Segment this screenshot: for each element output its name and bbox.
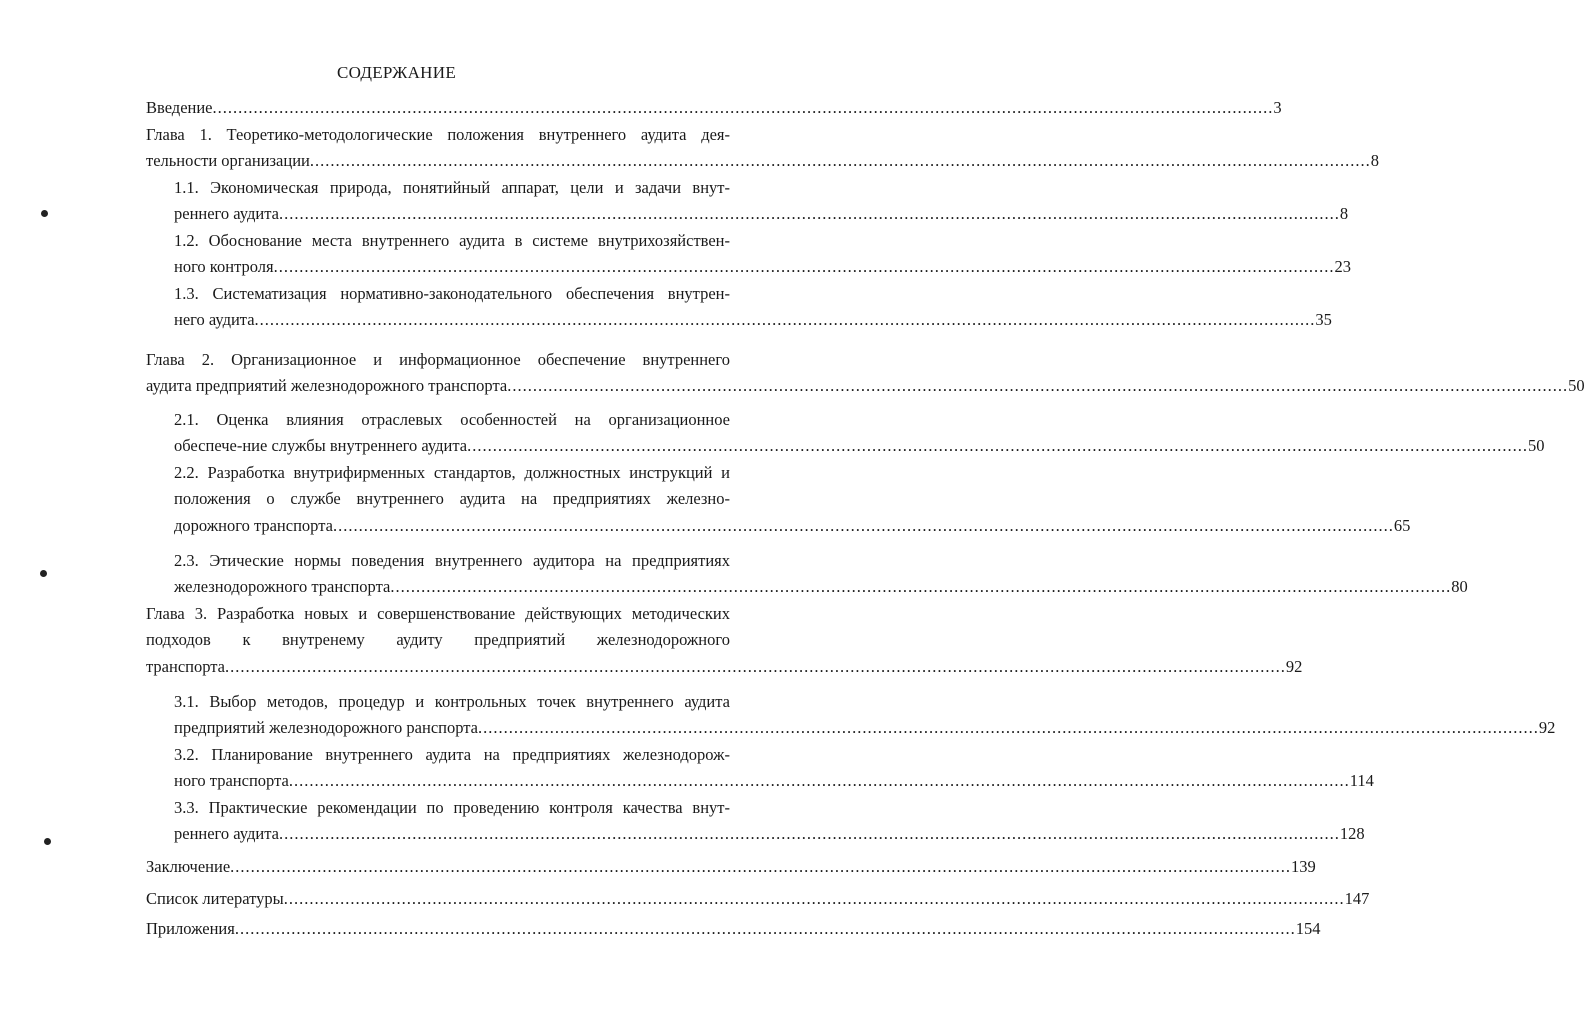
toc-entry-line: 3.3. Практические рекомендации по проведению контроля качества внут- [174,797,730,817]
leader-dots [230,857,1291,876]
toc-entry-title: обеспече-ние службы внутреннего аудита [174,436,468,455]
page-number: 80 [1451,577,1468,596]
page-number: 8 [1370,151,1379,170]
toc-entry-line: подходов к внутренему аудиту предприятий железнодорожного [146,630,730,649]
page-title: СОДЕРЖАНИЕ [336,63,457,82]
leader-dots [255,310,1316,329]
toc-entry-last-line [174,201,1349,228]
toc-entry-title: Введение [146,98,213,117]
toc-entry-title: предприятий железнодорожного ранспорта [174,718,478,737]
toc-entry-title: него аудита [174,310,255,329]
toc-entry-conclusion[interactable] [146,854,1316,881]
toc-entry-section-2-1[interactable] [174,407,1545,460]
scan-mark [44,838,51,845]
toc-entry-appendices[interactable] [146,916,1321,943]
toc-entry-title: реннего аудита [174,204,279,223]
toc-entry-line: 2.1. Оценка влияния отраслевых особенностей на организационное [174,409,730,429]
toc-entry-title: Список литературы [146,888,284,908]
toc-entry-title: дорожного транспорта [174,515,333,535]
page-number: 114 [1349,771,1374,790]
toc-entry-line: 1.3. Систематизация нормативно-законодательного обеспечения внутрен- [174,283,730,303]
leader-dots [235,919,1296,938]
toc-entry-section-3-2[interactable] [174,742,1374,795]
page-number: 154 [1295,918,1321,938]
toc-entry-last-line [146,95,1282,122]
toc-entry-line: Глава 3. Разработка новых и совершенствование действующих методических [146,603,730,623]
toc-entry-last-line [174,715,1556,742]
toc-entry-last-line [174,574,1468,601]
toc-entry-line: 1.1. Экономическая природа, понятийный аппарат, цели и задачи внут- [174,177,730,197]
toc-entry-introduction[interactable] [146,95,1282,122]
toc-entry-last-line [174,254,1351,281]
leader-dots [289,771,1350,790]
toc-entry-line: 3.1. Выбор методов, процедур и контрольных точек внутреннего аудита [174,691,730,711]
page-number: 139 [1291,856,1316,876]
page-number: 65 [1393,515,1411,535]
leader-dots [507,376,1568,395]
toc-entry-section-2-3[interactable] [174,548,1468,601]
toc-entry-last-line [174,768,1374,795]
toc-entry-bibliography[interactable] [146,886,1370,913]
toc-entry-title: ного транспорта [174,771,289,790]
page-number: 8 [1339,204,1349,223]
toc-entry-title: Заключение [146,856,231,876]
leader-dots [279,824,1340,843]
toc-entry-last-line [174,433,1545,460]
leader-dots [284,889,1345,908]
toc-entry-title: Приложения [146,918,235,938]
toc-entry-last-line [146,886,1370,913]
toc-entry-last-line [146,654,1303,681]
leader-dots [225,657,1286,676]
toc-entry-title: тельности организации [146,151,310,170]
page-number: 50 [1568,376,1585,395]
toc-entry-last-line [146,148,1379,175]
toc-entry-title: железнодорожного транспорта [174,577,391,596]
page-number: 92 [1538,718,1556,737]
page-number: 23 [1334,257,1351,276]
leader-dots [310,151,1371,170]
leader-dots [467,436,1528,455]
scan-mark [41,210,48,217]
toc-entry-section-3-3[interactable] [174,795,1365,848]
page-number: 128 [1339,824,1365,843]
toc-entry-last-line [174,307,1332,334]
toc-entry-line: 2.2. Разработка внутрифирменных стандартов, должностных инструкций и [174,462,730,482]
toc-entry-last-line [146,916,1321,943]
toc-entry-title: ного контроля [174,257,274,276]
toc-entry-section-3-1[interactable] [174,689,1556,742]
toc-entry-title: транспорта [146,656,225,676]
leader-dots [213,98,1274,117]
page-number: 35 [1315,310,1332,329]
toc-entry-last-line [146,854,1316,881]
toc-entry-title: аудита предприятий железнодорожного транспорта [146,376,508,395]
page-number: 50 [1527,436,1545,455]
toc-entry-line: Глава 1. Теоретико-методологические положения внутреннего аудита дея- [146,124,730,144]
toc-entry-line: 3.2. Планирование внутреннего аудита на предприятиях железнодорож- [174,744,730,764]
leader-dots [274,257,1335,276]
leader-dots [333,516,1394,535]
page-number: 3 [1273,98,1282,117]
leader-dots [279,204,1340,223]
toc-entry-line: положения о службе внутреннего аудита на предприятиях железно- [174,489,730,508]
toc-entry-last-line [174,821,1365,848]
toc-entry-section-1-2[interactable] [174,228,1351,281]
leader-dots [390,577,1451,596]
toc-entry-chapter-2[interactable] [146,347,1585,400]
toc-entry-line: 2.3. Этические нормы поведения внутреннего аудитора на предприятиях [174,550,730,570]
scan-mark [40,570,47,577]
leader-dots [478,718,1539,737]
toc-entry-section-2-2[interactable] [174,460,1411,540]
toc-entry-chapter-1[interactable] [146,122,1379,175]
page-number: 147 [1344,888,1370,908]
toc-entry-chapter-3[interactable] [146,601,1303,681]
toc-entry-line: 1.2. Обоснование места внутреннего аудита в системе внутрихозяйствен- [174,230,730,250]
toc-entry-last-line [174,513,1411,540]
toc-entry-section-1-3[interactable] [174,281,1332,334]
toc-entry-last-line [146,373,1585,400]
toc-entry-section-1-1[interactable] [174,175,1349,228]
page-number: 92 [1285,656,1303,676]
toc-entry-line: Глава 2. Организационное и информационное обеспечение внутреннего [146,349,730,369]
toc-entry-title: реннего аудита [174,824,279,843]
